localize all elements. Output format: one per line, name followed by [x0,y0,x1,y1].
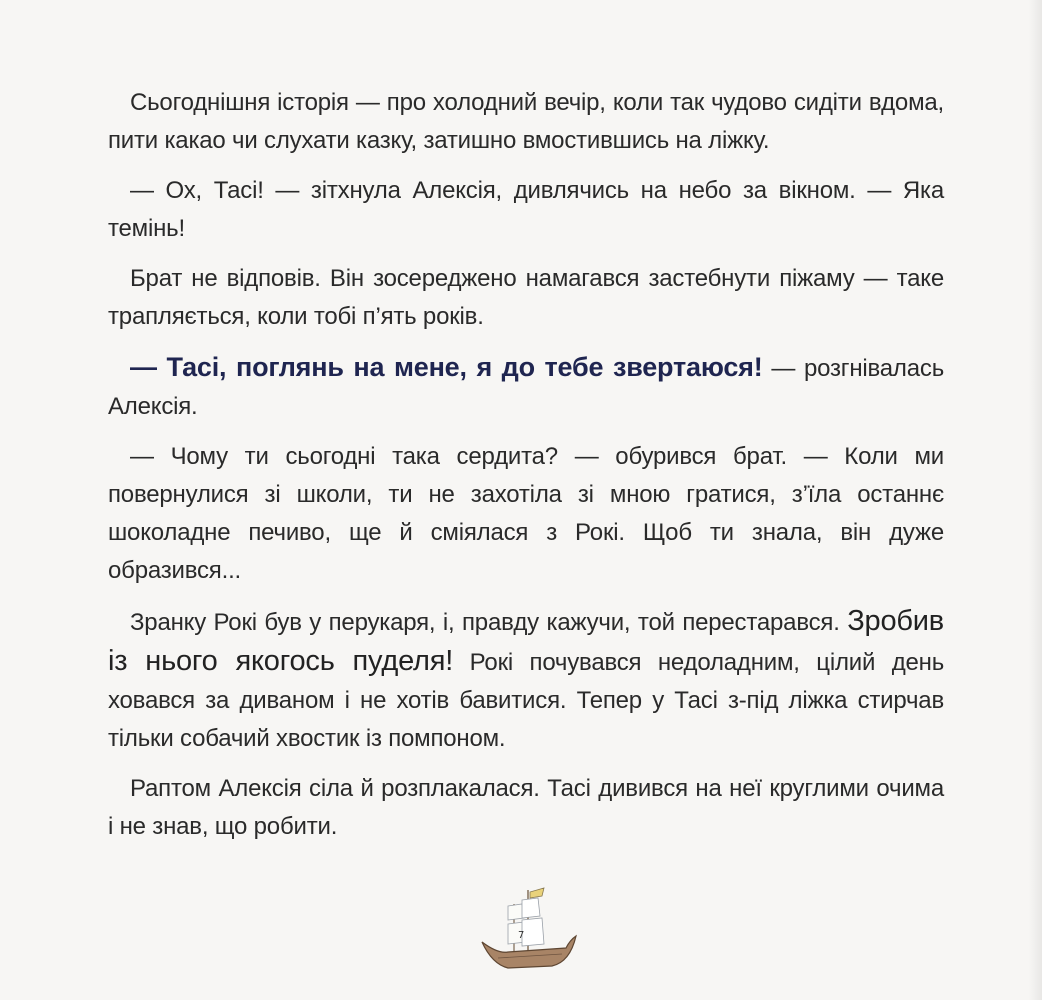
paragraph-brother-reply: — Чому ти сьогодні така сердита? — обурився брат. — Коли ми повернулися зі школи, ти не захотіла зі мною гратися, з’їла останнє шоколадне печиво, ще й сміялася з Рокі. Щоб ти знала, він дуже образився... [108,443,944,584]
ship-flag [530,888,544,898]
ship-illustration [478,884,578,980]
paragraph-alexia-angry [108,348,944,426]
paragraph-rocky-start: Зранку Рокі був у перукаря, і, правду кажучи, той перестарався. [130,609,848,636]
paragraph-alexia-sigh: — Ох, Тасі! — зітхнула Алексія, дивлячись на небо за вікном. — Яка темінь! [108,177,944,242]
ship-sail-number: 7 [518,930,525,941]
ship-sail [508,904,524,920]
page-edge-shadow [1028,0,1042,1000]
paragraph-rocky-haircut [108,602,944,758]
paragraph-brother-pajamas: Брат не відповів. Він зосереджено намагався застебнути піжаму — таке трапляється, коли тобі п’ять років. [108,265,944,330]
emphasized-poodle: Зробив із нього якогось пуделя! [108,605,944,677]
paragraph-alexia-angry-rest: — розгнівалась Алексія. [108,355,944,420]
ship-sail [522,918,544,946]
story-text [108,84,944,858]
emphasized-quote: — Тасі, поглянь на мене, я до тебе звертаюся! [130,352,763,382]
ship-sail [522,898,540,918]
paragraph-rocky-rest: Рокі почувався недоладним, цілий день ховався за диваном і не хотів бавитися. Тепер у Тасі з-під ліжка стирчав тільки собачий хвостик із помпоном. [108,649,944,752]
paragraph-intro: Сьогоднішня історія — про холодний вечір, коли так чудово сидіти вдома, пити какао чи слухати казку, затишно вмостившись на ліжку. [108,89,944,154]
paragraph-alexia-cries: Раптом Алексія сіла й розплакалася. Тасі дивився на неї круглими очима і не знав, що робити. [108,775,944,840]
